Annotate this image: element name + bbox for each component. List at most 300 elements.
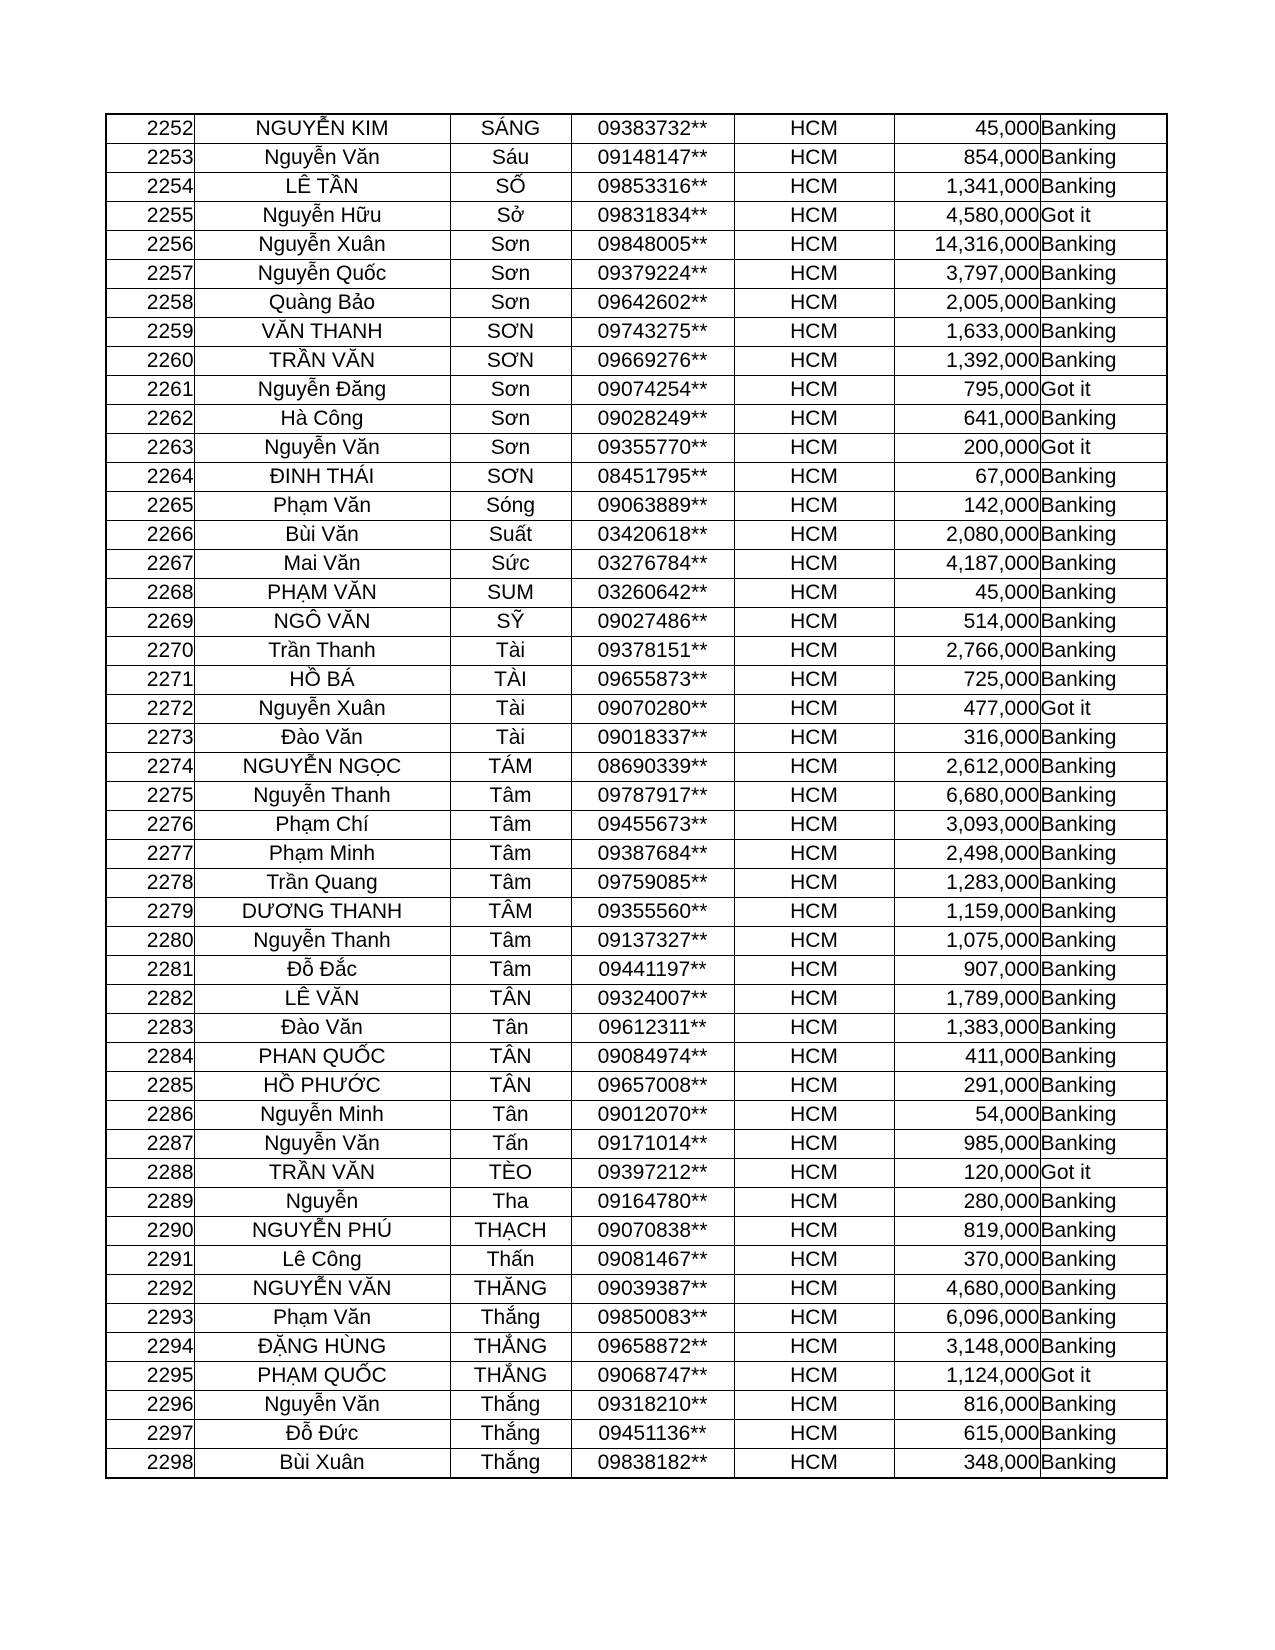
row-number: 2285 bbox=[106, 1072, 194, 1101]
phone-cell: 09397212** bbox=[571, 1159, 734, 1188]
last-name-cell: SỐ bbox=[450, 173, 571, 202]
last-name-cell: SỸ bbox=[450, 608, 571, 637]
table-row bbox=[106, 463, 1167, 492]
amount-cell: 2,005,000 bbox=[894, 289, 1040, 318]
first-name-cell: Nguyễn Văn bbox=[194, 1391, 450, 1420]
city-cell: HCM bbox=[734, 492, 894, 521]
payment-method-cell: Banking bbox=[1040, 144, 1167, 173]
last-name-cell: Tài bbox=[450, 695, 571, 724]
last-name-cell: Tân bbox=[450, 1101, 571, 1130]
phone-cell: 09759085** bbox=[571, 869, 734, 898]
row-number: 2263 bbox=[106, 434, 194, 463]
amount-cell: 6,096,000 bbox=[894, 1304, 1040, 1333]
last-name-cell: Tâm bbox=[450, 782, 571, 811]
amount-cell: 1,283,000 bbox=[894, 869, 1040, 898]
first-name-cell: ĐINH THÁI bbox=[194, 463, 450, 492]
row-number: 2283 bbox=[106, 1014, 194, 1043]
phone-cell: 09137327** bbox=[571, 927, 734, 956]
amount-cell: 200,000 bbox=[894, 434, 1040, 463]
phone-cell: 09324007** bbox=[571, 985, 734, 1014]
last-name-cell: Tài bbox=[450, 637, 571, 666]
phone-cell: 09164780** bbox=[571, 1188, 734, 1217]
payment-method-cell: Banking bbox=[1040, 1043, 1167, 1072]
payment-method-cell: Banking bbox=[1040, 1304, 1167, 1333]
city-cell: HCM bbox=[734, 956, 894, 985]
amount-cell: 67,000 bbox=[894, 463, 1040, 492]
payment-method-cell: Got it bbox=[1040, 695, 1167, 724]
city-cell: HCM bbox=[734, 608, 894, 637]
amount-cell: 854,000 bbox=[894, 144, 1040, 173]
city-cell: HCM bbox=[734, 202, 894, 231]
last-name-cell: TÂN bbox=[450, 1043, 571, 1072]
row-number: 2272 bbox=[106, 695, 194, 724]
phone-cell: 09657008** bbox=[571, 1072, 734, 1101]
row-number: 2286 bbox=[106, 1101, 194, 1130]
amount-cell: 2,612,000 bbox=[894, 753, 1040, 782]
city-cell: HCM bbox=[734, 724, 894, 753]
first-name-cell: Đỗ Đức bbox=[194, 1420, 450, 1449]
last-name-cell: SÁNG bbox=[450, 114, 571, 144]
row-number: 2294 bbox=[106, 1333, 194, 1362]
payment-method-cell: Banking bbox=[1040, 724, 1167, 753]
table-row bbox=[106, 1420, 1167, 1449]
city-cell: HCM bbox=[734, 840, 894, 869]
last-name-cell: TÂN bbox=[450, 1072, 571, 1101]
payment-method-cell: Banking bbox=[1040, 173, 1167, 202]
row-number: 2289 bbox=[106, 1188, 194, 1217]
row-number: 2293 bbox=[106, 1304, 194, 1333]
amount-cell: 2,498,000 bbox=[894, 840, 1040, 869]
payment-method-cell: Banking bbox=[1040, 1217, 1167, 1246]
table-row bbox=[106, 202, 1167, 231]
first-name-cell: Hà Công bbox=[194, 405, 450, 434]
table-row bbox=[106, 347, 1167, 376]
phone-cell: 09074254** bbox=[571, 376, 734, 405]
last-name-cell: Sở bbox=[450, 202, 571, 231]
payment-method-cell: Banking bbox=[1040, 753, 1167, 782]
first-name-cell: NGUYỄN PHÚ bbox=[194, 1217, 450, 1246]
payment-method-cell: Banking bbox=[1040, 1130, 1167, 1159]
first-name-cell: Đào Văn bbox=[194, 1014, 450, 1043]
payment-method-cell: Banking bbox=[1040, 1275, 1167, 1304]
payment-method-cell: Got it bbox=[1040, 1362, 1167, 1391]
last-name-cell: Sơn bbox=[450, 405, 571, 434]
first-name-cell: Đỗ Đắc bbox=[194, 956, 450, 985]
row-number: 2298 bbox=[106, 1449, 194, 1479]
payment-method-cell: Got it bbox=[1040, 202, 1167, 231]
row-number: 2257 bbox=[106, 260, 194, 289]
phone-cell: 09848005** bbox=[571, 231, 734, 260]
first-name-cell: Mai Văn bbox=[194, 550, 450, 579]
table-row bbox=[106, 1101, 1167, 1130]
city-cell: HCM bbox=[734, 405, 894, 434]
phone-cell: 09171014** bbox=[571, 1130, 734, 1159]
first-name-cell: TRẦN VĂN bbox=[194, 347, 450, 376]
table-row bbox=[106, 579, 1167, 608]
city-cell: HCM bbox=[734, 231, 894, 260]
city-cell: HCM bbox=[734, 1159, 894, 1188]
amount-cell: 291,000 bbox=[894, 1072, 1040, 1101]
row-number: 2260 bbox=[106, 347, 194, 376]
phone-cell: 09063889** bbox=[571, 492, 734, 521]
row-number: 2258 bbox=[106, 289, 194, 318]
row-number: 2259 bbox=[106, 318, 194, 347]
last-name-cell: THẮNG bbox=[450, 1362, 571, 1391]
last-name-cell: Sơn bbox=[450, 231, 571, 260]
row-number: 2265 bbox=[106, 492, 194, 521]
payment-method-cell: Banking bbox=[1040, 260, 1167, 289]
table-row bbox=[106, 550, 1167, 579]
row-number: 2290 bbox=[106, 1217, 194, 1246]
first-name-cell: PHẠM QUỐC bbox=[194, 1362, 450, 1391]
payment-method-cell: Banking bbox=[1040, 521, 1167, 550]
first-name-cell: HỒ PHƯỚC bbox=[194, 1072, 450, 1101]
last-name-cell: Tha bbox=[450, 1188, 571, 1217]
table-row bbox=[106, 898, 1167, 927]
payment-method-cell: Got it bbox=[1040, 1159, 1167, 1188]
city-cell: HCM bbox=[734, 1188, 894, 1217]
phone-cell: 09070838** bbox=[571, 1217, 734, 1246]
first-name-cell: Nguyễn Văn bbox=[194, 144, 450, 173]
table-row bbox=[106, 666, 1167, 695]
last-name-cell: Sơn bbox=[450, 434, 571, 463]
phone-cell: 03420618** bbox=[571, 521, 734, 550]
table-row bbox=[106, 260, 1167, 289]
city-cell: HCM bbox=[734, 1275, 894, 1304]
table-row bbox=[106, 173, 1167, 202]
amount-cell: 1,075,000 bbox=[894, 927, 1040, 956]
first-name-cell: Nguyễn Thanh bbox=[194, 782, 450, 811]
table-row bbox=[106, 376, 1167, 405]
row-number: 2275 bbox=[106, 782, 194, 811]
last-name-cell: Tâm bbox=[450, 811, 571, 840]
city-cell: HCM bbox=[734, 289, 894, 318]
amount-cell: 2,766,000 bbox=[894, 637, 1040, 666]
phone-cell: 09355770** bbox=[571, 434, 734, 463]
row-number: 2288 bbox=[106, 1159, 194, 1188]
payment-method-cell: Banking bbox=[1040, 637, 1167, 666]
last-name-cell: Tấn bbox=[450, 1130, 571, 1159]
city-cell: HCM bbox=[734, 753, 894, 782]
payment-method-cell: Got it bbox=[1040, 434, 1167, 463]
amount-cell: 45,000 bbox=[894, 114, 1040, 144]
last-name-cell: TÀI bbox=[450, 666, 571, 695]
first-name-cell: Nguyễn Xuân bbox=[194, 231, 450, 260]
phone-cell: 09027486** bbox=[571, 608, 734, 637]
city-cell: HCM bbox=[734, 376, 894, 405]
table-row bbox=[106, 1333, 1167, 1362]
phone-cell: 09831834** bbox=[571, 202, 734, 231]
phone-cell: 09387684** bbox=[571, 840, 734, 869]
table-row bbox=[106, 724, 1167, 753]
phone-cell: 09383732** bbox=[571, 114, 734, 144]
city-cell: HCM bbox=[734, 985, 894, 1014]
winners-table bbox=[105, 113, 1168, 1479]
table-row bbox=[106, 1188, 1167, 1217]
amount-cell: 514,000 bbox=[894, 608, 1040, 637]
first-name-cell: PHAN QUỐC bbox=[194, 1043, 450, 1072]
first-name-cell: Nguyễn Đăng bbox=[194, 376, 450, 405]
first-name-cell: Nguyễn Hữu bbox=[194, 202, 450, 231]
row-number: 2267 bbox=[106, 550, 194, 579]
row-number: 2292 bbox=[106, 1275, 194, 1304]
payment-method-cell: Banking bbox=[1040, 956, 1167, 985]
phone-cell: 09838182** bbox=[571, 1449, 734, 1479]
row-number: 2282 bbox=[106, 985, 194, 1014]
first-name-cell: Phạm Chí bbox=[194, 811, 450, 840]
first-name-cell: Phạm Văn bbox=[194, 492, 450, 521]
table-row bbox=[106, 1391, 1167, 1420]
amount-cell: 1,124,000 bbox=[894, 1362, 1040, 1391]
row-number: 2270 bbox=[106, 637, 194, 666]
last-name-cell: TÈO bbox=[450, 1159, 571, 1188]
city-cell: HCM bbox=[734, 173, 894, 202]
payment-method-cell: Banking bbox=[1040, 1014, 1167, 1043]
payment-method-cell: Banking bbox=[1040, 492, 1167, 521]
first-name-cell: Nguyễn bbox=[194, 1188, 450, 1217]
payment-method-cell: Banking bbox=[1040, 114, 1167, 144]
table-row bbox=[106, 144, 1167, 173]
phone-cell: 09068747** bbox=[571, 1362, 734, 1391]
amount-cell: 14,316,000 bbox=[894, 231, 1040, 260]
first-name-cell: Nguyễn Quốc bbox=[194, 260, 450, 289]
first-name-cell: HỒ BÁ bbox=[194, 666, 450, 695]
first-name-cell: PHẠM VĂN bbox=[194, 579, 450, 608]
payment-method-cell: Banking bbox=[1040, 1101, 1167, 1130]
payment-method-cell: Banking bbox=[1040, 1449, 1167, 1479]
last-name-cell: Tâm bbox=[450, 869, 571, 898]
city-cell: HCM bbox=[734, 1014, 894, 1043]
table-row bbox=[106, 1449, 1167, 1479]
first-name-cell: ĐẶNG HÙNG bbox=[194, 1333, 450, 1362]
first-name-cell: Bùi Xuân bbox=[194, 1449, 450, 1479]
first-name-cell: Quàng Bảo bbox=[194, 289, 450, 318]
city-cell: HCM bbox=[734, 434, 894, 463]
last-name-cell: THĂNG bbox=[450, 1275, 571, 1304]
last-name-cell: Thắng bbox=[450, 1449, 571, 1479]
table-row bbox=[106, 927, 1167, 956]
table-row bbox=[106, 985, 1167, 1014]
table-row bbox=[106, 1246, 1167, 1275]
phone-cell: 03260642** bbox=[571, 579, 734, 608]
last-name-cell: Tâm bbox=[450, 840, 571, 869]
payment-method-cell: Banking bbox=[1040, 550, 1167, 579]
amount-cell: 1,789,000 bbox=[894, 985, 1040, 1014]
first-name-cell: Phạm Văn bbox=[194, 1304, 450, 1333]
last-name-cell: Tâm bbox=[450, 927, 571, 956]
table-row bbox=[106, 1362, 1167, 1391]
table-row bbox=[106, 1304, 1167, 1333]
payment-method-cell: Banking bbox=[1040, 289, 1167, 318]
payment-method-cell: Banking bbox=[1040, 1333, 1167, 1362]
last-name-cell: Sóng bbox=[450, 492, 571, 521]
payment-method-cell: Banking bbox=[1040, 666, 1167, 695]
payment-method-cell: Banking bbox=[1040, 811, 1167, 840]
payment-method-cell: Banking bbox=[1040, 579, 1167, 608]
row-number: 2266 bbox=[106, 521, 194, 550]
last-name-cell: TÂN bbox=[450, 985, 571, 1014]
table-row bbox=[106, 492, 1167, 521]
payment-method-cell: Banking bbox=[1040, 1420, 1167, 1449]
row-number: 2278 bbox=[106, 869, 194, 898]
table-row bbox=[106, 1014, 1167, 1043]
amount-cell: 4,680,000 bbox=[894, 1275, 1040, 1304]
table-body bbox=[106, 114, 1167, 1478]
row-number: 2269 bbox=[106, 608, 194, 637]
city-cell: HCM bbox=[734, 1246, 894, 1275]
amount-cell: 477,000 bbox=[894, 695, 1040, 724]
table-row bbox=[106, 608, 1167, 637]
first-name-cell: TRẦN VĂN bbox=[194, 1159, 450, 1188]
row-number: 2291 bbox=[106, 1246, 194, 1275]
phone-cell: 09451136** bbox=[571, 1420, 734, 1449]
table-row bbox=[106, 405, 1167, 434]
amount-cell: 45,000 bbox=[894, 579, 1040, 608]
phone-cell: 09655873** bbox=[571, 666, 734, 695]
amount-cell: 907,000 bbox=[894, 956, 1040, 985]
first-name-cell: Lê Công bbox=[194, 1246, 450, 1275]
city-cell: HCM bbox=[734, 1449, 894, 1479]
last-name-cell: THẠCH bbox=[450, 1217, 571, 1246]
amount-cell: 142,000 bbox=[894, 492, 1040, 521]
table-row bbox=[106, 695, 1167, 724]
payment-method-cell: Banking bbox=[1040, 1072, 1167, 1101]
last-name-cell: Suất bbox=[450, 521, 571, 550]
first-name-cell: NGUYỄN KIM bbox=[194, 114, 450, 144]
amount-cell: 3,797,000 bbox=[894, 260, 1040, 289]
table-row bbox=[106, 1275, 1167, 1304]
phone-cell: 09081467** bbox=[571, 1246, 734, 1275]
amount-cell: 3,093,000 bbox=[894, 811, 1040, 840]
phone-cell: 09658872** bbox=[571, 1333, 734, 1362]
phone-cell: 09379224** bbox=[571, 260, 734, 289]
phone-cell: 09012070** bbox=[571, 1101, 734, 1130]
row-number: 2256 bbox=[106, 231, 194, 260]
first-name-cell: NGUYỄN NGỌC bbox=[194, 753, 450, 782]
row-number: 2297 bbox=[106, 1420, 194, 1449]
first-name-cell: NGÔ VĂN bbox=[194, 608, 450, 637]
phone-cell: 09018337** bbox=[571, 724, 734, 753]
last-name-cell: Tân bbox=[450, 1014, 571, 1043]
amount-cell: 3,148,000 bbox=[894, 1333, 1040, 1362]
first-name-cell: Nguyễn Văn bbox=[194, 434, 450, 463]
first-name-cell: Nguyễn Xuân bbox=[194, 695, 450, 724]
payment-method-cell: Banking bbox=[1040, 1391, 1167, 1420]
city-cell: HCM bbox=[734, 1333, 894, 1362]
first-name-cell: NGUYỄN VĂN bbox=[194, 1275, 450, 1304]
payment-method-cell: Banking bbox=[1040, 318, 1167, 347]
row-number: 2284 bbox=[106, 1043, 194, 1072]
amount-cell: 370,000 bbox=[894, 1246, 1040, 1275]
payment-method-cell: Banking bbox=[1040, 347, 1167, 376]
city-cell: HCM bbox=[734, 550, 894, 579]
last-name-cell: Thấn bbox=[450, 1246, 571, 1275]
table-row bbox=[106, 1217, 1167, 1246]
phone-cell: 09039387** bbox=[571, 1275, 734, 1304]
city-cell: HCM bbox=[734, 1217, 894, 1246]
last-name-cell: SƠN bbox=[450, 463, 571, 492]
row-number: 2280 bbox=[106, 927, 194, 956]
city-cell: HCM bbox=[734, 1072, 894, 1101]
row-number: 2287 bbox=[106, 1130, 194, 1159]
phone-cell: 08690339** bbox=[571, 753, 734, 782]
first-name-cell: Nguyễn Văn bbox=[194, 1130, 450, 1159]
payment-method-cell: Banking bbox=[1040, 608, 1167, 637]
amount-cell: 985,000 bbox=[894, 1130, 1040, 1159]
last-name-cell: SUM bbox=[450, 579, 571, 608]
city-cell: HCM bbox=[734, 695, 894, 724]
phone-cell: 09355560** bbox=[571, 898, 734, 927]
last-name-cell: TÁM bbox=[450, 753, 571, 782]
payment-method-cell: Banking bbox=[1040, 1246, 1167, 1275]
first-name-cell: Bùi Văn bbox=[194, 521, 450, 550]
city-cell: HCM bbox=[734, 347, 894, 376]
row-number: 2279 bbox=[106, 898, 194, 927]
amount-cell: 54,000 bbox=[894, 1101, 1040, 1130]
phone-cell: 09455673** bbox=[571, 811, 734, 840]
row-number: 2281 bbox=[106, 956, 194, 985]
table-row bbox=[106, 231, 1167, 260]
city-cell: HCM bbox=[734, 898, 894, 927]
first-name-cell: Nguyễn Thanh bbox=[194, 927, 450, 956]
table-row bbox=[106, 840, 1167, 869]
city-cell: HCM bbox=[734, 463, 894, 492]
last-name-cell: Tài bbox=[450, 724, 571, 753]
city-cell: HCM bbox=[734, 1420, 894, 1449]
phone-cell: 09669276** bbox=[571, 347, 734, 376]
first-name-cell: Trần Quang bbox=[194, 869, 450, 898]
amount-cell: 411,000 bbox=[894, 1043, 1040, 1072]
payment-method-cell: Banking bbox=[1040, 869, 1167, 898]
amount-cell: 1,633,000 bbox=[894, 318, 1040, 347]
table-row bbox=[106, 434, 1167, 463]
city-cell: HCM bbox=[734, 1391, 894, 1420]
phone-cell: 09028249** bbox=[571, 405, 734, 434]
table-row bbox=[106, 1130, 1167, 1159]
amount-cell: 120,000 bbox=[894, 1159, 1040, 1188]
first-name-cell: VĂN THANH bbox=[194, 318, 450, 347]
row-number: 2252 bbox=[106, 114, 194, 144]
city-cell: HCM bbox=[734, 1043, 894, 1072]
payment-method-cell: Banking bbox=[1040, 840, 1167, 869]
amount-cell: 6,680,000 bbox=[894, 782, 1040, 811]
last-name-cell: Sơn bbox=[450, 289, 571, 318]
row-number: 2274 bbox=[106, 753, 194, 782]
amount-cell: 819,000 bbox=[894, 1217, 1040, 1246]
phone-cell: 09378151** bbox=[571, 637, 734, 666]
phone-cell: 09084974** bbox=[571, 1043, 734, 1072]
last-name-cell: Thắng bbox=[450, 1391, 571, 1420]
table-row bbox=[106, 753, 1167, 782]
amount-cell: 316,000 bbox=[894, 724, 1040, 753]
payment-method-cell: Banking bbox=[1040, 782, 1167, 811]
city-cell: HCM bbox=[734, 782, 894, 811]
row-number: 2276 bbox=[106, 811, 194, 840]
table-row bbox=[106, 114, 1167, 144]
table-row bbox=[106, 1159, 1167, 1188]
table-row bbox=[106, 637, 1167, 666]
first-name-cell: LÊ TẦN bbox=[194, 173, 450, 202]
phone-cell: 09743275** bbox=[571, 318, 734, 347]
amount-cell: 1,383,000 bbox=[894, 1014, 1040, 1043]
row-number: 2271 bbox=[106, 666, 194, 695]
city-cell: HCM bbox=[734, 114, 894, 144]
phone-cell: 09787917** bbox=[571, 782, 734, 811]
phone-cell: 09441197** bbox=[571, 956, 734, 985]
first-name-cell: Đào Văn bbox=[194, 724, 450, 753]
last-name-cell: Sức bbox=[450, 550, 571, 579]
amount-cell: 641,000 bbox=[894, 405, 1040, 434]
